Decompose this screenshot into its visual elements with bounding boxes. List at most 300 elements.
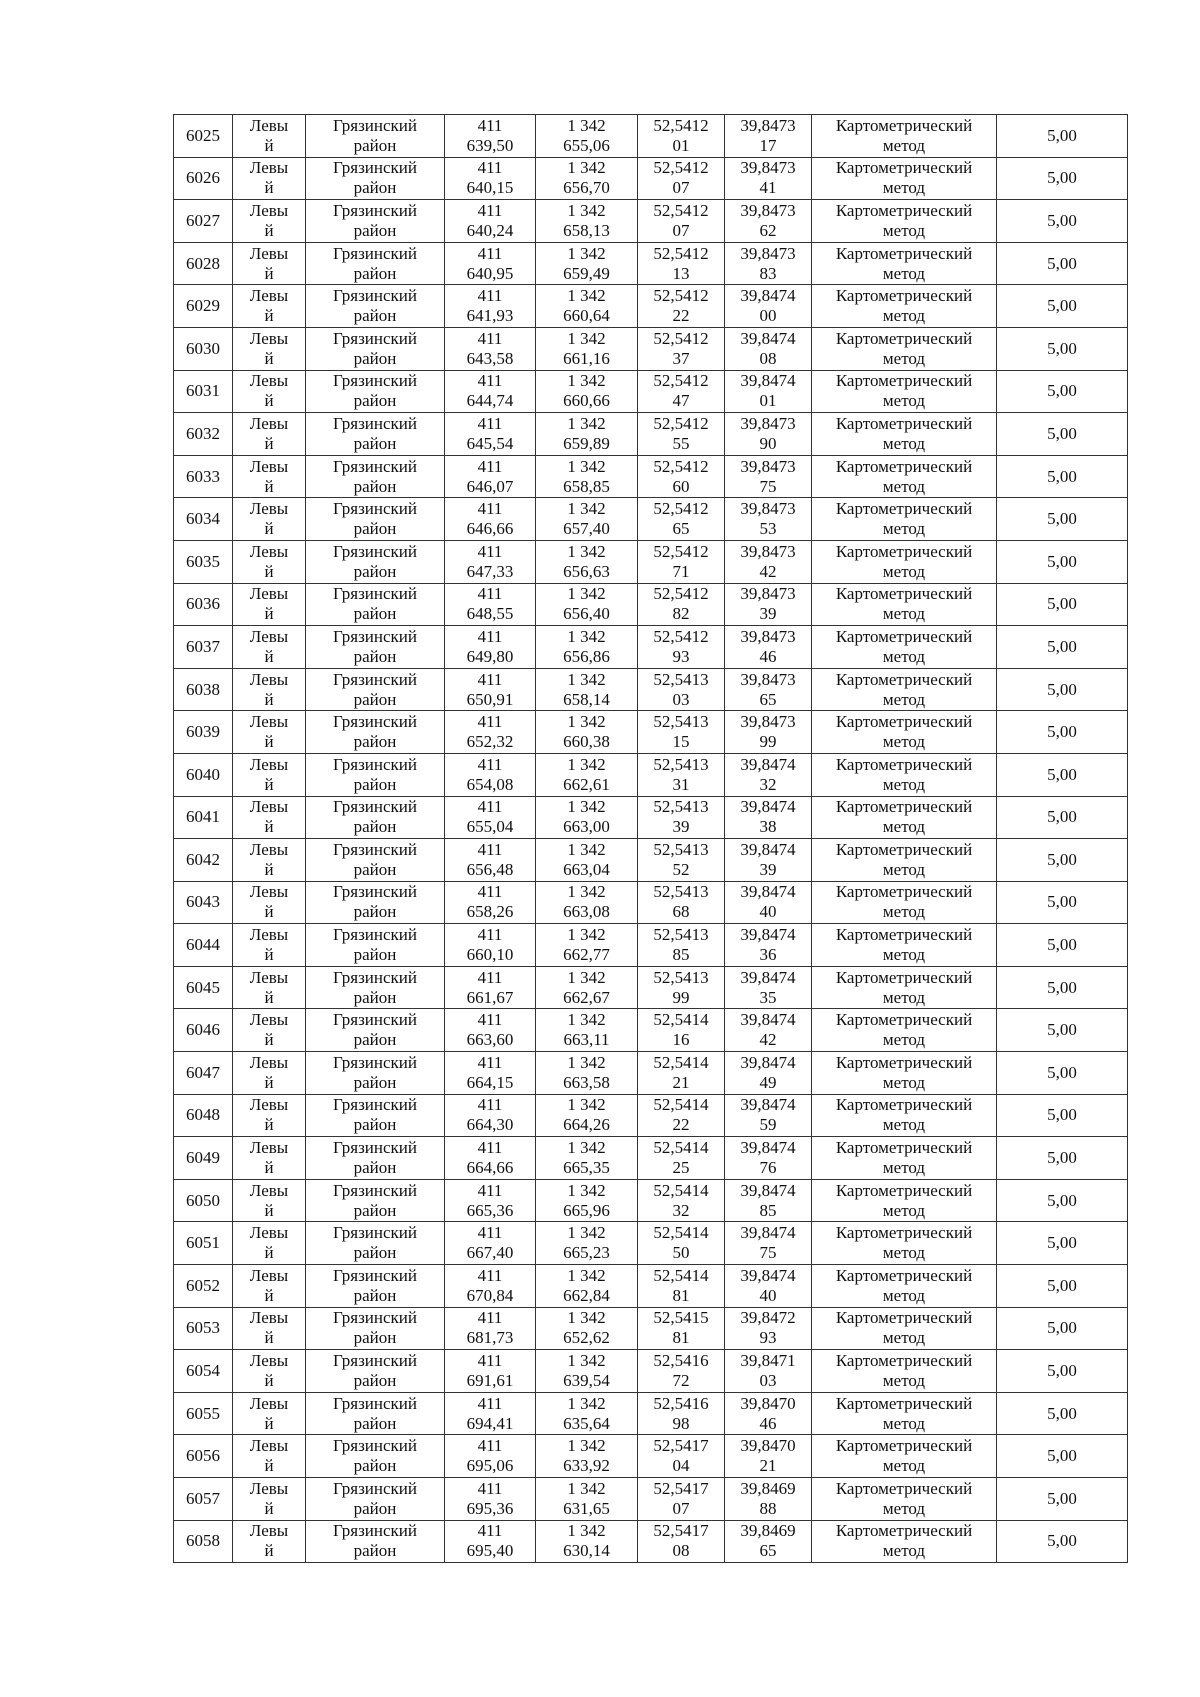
accuracy-cell: 5,00: [997, 157, 1128, 200]
table-row: [174, 1222, 1128, 1265]
district-cell: [306, 583, 445, 626]
district-cell-line: Грязинский: [333, 371, 417, 391]
latitude-cell: [638, 1307, 725, 1350]
bank-side-cell-line: й: [264, 987, 274, 1007]
coordinate-x-cell-line: 411: [477, 925, 503, 945]
coordinate-y-cell-line: 1 342: [567, 499, 606, 519]
longitude-cell-line: 39,8474: [740, 925, 796, 945]
coordinate-y-cell: [536, 583, 638, 626]
bank-side-cell-line: й: [264, 774, 274, 794]
longitude-cell: [725, 1478, 812, 1521]
district-cell-line: Грязинский: [333, 1308, 417, 1328]
point-number-cell: 6031: [174, 370, 233, 413]
table-row: [174, 753, 1128, 796]
longitude-cell-line: 39,8473: [740, 413, 796, 433]
district-cell-line: Грязинский: [333, 115, 417, 135]
coordinate-y-cell: [536, 881, 638, 924]
coordinate-x-cell-line: 411: [477, 1223, 503, 1243]
coordinate-x-cell: [445, 498, 536, 541]
longitude-cell-line: 39,8474: [740, 1138, 796, 1158]
method-cell-line: Картометрический: [835, 1351, 973, 1371]
longitude-cell: [725, 498, 812, 541]
method-cell-line: Картометрический: [835, 584, 973, 604]
latitude-cell-line: 50: [672, 1243, 690, 1263]
coordinate-y-cell-line: 1 342: [567, 1351, 606, 1371]
latitude-cell-line: 52,5413: [653, 712, 709, 732]
coordinate-y-cell-line: 664,26: [563, 1115, 610, 1135]
latitude-cell: [638, 327, 725, 370]
bank-side-cell-line: Левы: [249, 1265, 289, 1285]
coordinate-y-cell-line: 630,14: [563, 1541, 610, 1561]
coordinate-y-cell-line: 658,85: [563, 476, 610, 496]
district-cell: [306, 753, 445, 796]
coordinate-x-cell-line: 411: [477, 1478, 503, 1498]
point-number-cell: 6049: [174, 1137, 233, 1180]
longitude-cell-line: 39,8473: [740, 200, 796, 220]
coordinate-x-cell: [445, 668, 536, 711]
bank-side-cell-line: й: [264, 902, 274, 922]
latitude-cell-line: 72: [672, 1371, 690, 1391]
method-cell-line: Картометрический: [835, 1010, 973, 1030]
district-cell-line: Грязинский: [333, 200, 417, 220]
longitude-cell-line: 75: [759, 1243, 777, 1263]
district-cell-line: район: [353, 263, 397, 283]
bank-side-cell-line: й: [264, 1285, 274, 1305]
coordinate-y-cell-line: 663,00: [563, 817, 610, 837]
district-cell-line: район: [353, 646, 397, 666]
accuracy-cell: 5,00: [997, 583, 1128, 626]
longitude-cell: [725, 711, 812, 754]
method-cell: [812, 200, 997, 243]
table-row: [174, 1307, 1128, 1350]
coordinate-x-cell-line: 660,10: [466, 945, 514, 965]
coordinate-x-cell-line: 411: [477, 1308, 503, 1328]
longitude-cell-line: 17: [759, 135, 777, 155]
bank-side-cell-line: Левы: [249, 1436, 289, 1456]
accuracy-cell: 5,00: [997, 413, 1128, 456]
district-cell: [306, 1307, 445, 1350]
district-cell: [306, 1520, 445, 1563]
district-cell-line: Грязинский: [333, 1393, 417, 1413]
coordinate-y-cell: [536, 1009, 638, 1052]
coordinate-y-cell-line: 1 342: [567, 925, 606, 945]
bank-side-cell-line: Левы: [249, 541, 289, 561]
coordinate-y-cell-line: 663,08: [563, 902, 610, 922]
longitude-cell-line: 39,8474: [740, 1265, 796, 1285]
longitude-cell-line: 39,8474: [740, 882, 796, 902]
coordinate-y-cell-line: 1 342: [567, 797, 606, 817]
method-cell-line: метод: [882, 817, 926, 837]
coordinate-y-cell-line: 1 342: [567, 1010, 606, 1030]
method-cell: [812, 1137, 997, 1180]
coordinate-y-cell: [536, 1179, 638, 1222]
district-cell: [306, 115, 445, 158]
bank-side-cell-line: й: [264, 348, 274, 368]
latitude-cell-line: 16: [672, 1030, 690, 1050]
table-row: [174, 115, 1128, 158]
method-cell-line: Картометрический: [835, 1223, 973, 1243]
coordinate-x-cell-line: 664,15: [466, 1072, 514, 1092]
method-cell: [812, 327, 997, 370]
coordinate-y-cell-line: 665,96: [563, 1200, 610, 1220]
coordinate-y-cell-line: 1 342: [567, 541, 606, 561]
point-number-cell: 6048: [174, 1094, 233, 1137]
latitude-cell-line: 13: [672, 263, 690, 283]
table-row: [174, 1478, 1128, 1521]
bank-side-cell-line: й: [264, 1158, 274, 1178]
accuracy-cell: 5,00: [997, 242, 1128, 285]
coordinate-y-cell-line: 1 342: [567, 286, 606, 306]
coordinate-x-cell: [445, 370, 536, 413]
method-cell-line: Картометрический: [835, 286, 973, 306]
longitude-cell-line: 75: [759, 476, 777, 496]
coordinate-y-cell-line: 660,66: [563, 391, 610, 411]
bank-side-cell: [233, 157, 306, 200]
point-number-cell: 6034: [174, 498, 233, 541]
method-cell: [812, 881, 997, 924]
coordinate-x-cell-line: 411: [477, 1180, 503, 1200]
district-cell: [306, 1137, 445, 1180]
method-cell-line: метод: [882, 135, 926, 155]
method-cell-line: Картометрический: [835, 1393, 973, 1413]
longitude-cell: [725, 924, 812, 967]
longitude-cell-line: 39,8473: [740, 712, 796, 732]
coordinate-x-cell-line: 640,15: [466, 178, 514, 198]
method-cell: [812, 1307, 997, 1350]
longitude-cell-line: 39,8473: [740, 158, 796, 178]
table-body: [174, 115, 1128, 1563]
latitude-cell: [638, 753, 725, 796]
district-cell: [306, 668, 445, 711]
bank-side-cell: [233, 1222, 306, 1265]
longitude-cell-line: 90: [759, 433, 777, 453]
latitude-cell-line: 52,5412: [653, 243, 709, 263]
point-number-cell: 6053: [174, 1307, 233, 1350]
coordinate-x-cell: [445, 1435, 536, 1478]
coordinate-x-cell-line: 667,40: [466, 1243, 514, 1263]
table-row: [174, 796, 1128, 839]
coordinate-x-cell: [445, 115, 536, 158]
point-number-cell: 6056: [174, 1435, 233, 1478]
bank-side-cell: [233, 753, 306, 796]
district-cell-line: Грязинский: [333, 1436, 417, 1456]
method-cell: [812, 1265, 997, 1308]
method-cell-line: метод: [882, 1328, 926, 1348]
coordinate-x-cell-line: 654,08: [466, 774, 514, 794]
coordinate-y-cell-line: 660,64: [563, 306, 610, 326]
accuracy-cell: 5,00: [997, 626, 1128, 669]
coordinate-y-cell-line: 1 342: [567, 1265, 606, 1285]
longitude-cell-line: 01: [759, 391, 777, 411]
point-number-cell: 6052: [174, 1265, 233, 1308]
accuracy-cell: 5,00: [997, 1094, 1128, 1137]
latitude-cell-line: 52,5412: [653, 541, 709, 561]
longitude-cell: [725, 1222, 812, 1265]
district-cell-line: Грязинский: [333, 1478, 417, 1498]
coordinate-y-cell-line: 656,86: [563, 646, 610, 666]
longitude-cell-line: 46: [759, 646, 777, 666]
coordinate-x-cell: [445, 753, 536, 796]
bank-side-cell-line: й: [264, 519, 274, 539]
coordinate-y-cell-line: 665,23: [563, 1243, 610, 1263]
bank-side-cell-line: й: [264, 1541, 274, 1561]
accuracy-cell: 5,00: [997, 370, 1128, 413]
method-cell-line: Картометрический: [835, 1138, 973, 1158]
latitude-cell-line: 52,5412: [653, 371, 709, 391]
district-cell: [306, 1222, 445, 1265]
coordinate-x-cell-line: 411: [477, 243, 503, 263]
method-cell-line: Картометрический: [835, 1265, 973, 1285]
longitude-cell: [725, 753, 812, 796]
accuracy-cell: 5,00: [997, 285, 1128, 328]
coordinate-y-cell-line: 1 342: [567, 1521, 606, 1541]
point-number-cell: 6039: [174, 711, 233, 754]
accuracy-cell: 5,00: [997, 924, 1128, 967]
method-cell: [812, 1520, 997, 1563]
accuracy-cell: 5,00: [997, 796, 1128, 839]
longitude-cell-line: 39,8473: [740, 626, 796, 646]
method-cell-line: Картометрический: [835, 541, 973, 561]
coordinate-x-cell-line: 646,07: [466, 476, 514, 496]
longitude-cell-line: 08: [759, 348, 777, 368]
bank-side-cell-line: Левы: [249, 1478, 289, 1498]
longitude-cell: [725, 1392, 812, 1435]
district-cell: [306, 839, 445, 882]
bank-side-cell-line: Левы: [249, 584, 289, 604]
coordinate-x-cell-line: 411: [477, 1436, 503, 1456]
method-cell: [812, 711, 997, 754]
longitude-cell: [725, 583, 812, 626]
point-number-cell: 6030: [174, 327, 233, 370]
table-row: [174, 1052, 1128, 1095]
coordinate-x-cell: [445, 711, 536, 754]
point-number-cell: 6029: [174, 285, 233, 328]
longitude-cell-line: 32: [759, 774, 777, 794]
coordinate-x-cell-line: 411: [477, 286, 503, 306]
method-cell: [812, 668, 997, 711]
table-row: [174, 1094, 1128, 1137]
bank-side-cell-line: й: [264, 646, 274, 666]
district-cell: [306, 1265, 445, 1308]
coordinate-y-cell-line: 662,61: [563, 774, 610, 794]
coordinate-x-cell: [445, 1307, 536, 1350]
method-cell-line: Картометрический: [835, 115, 973, 135]
longitude-cell-line: 21: [759, 1456, 777, 1476]
bank-side-cell-line: й: [264, 1030, 274, 1050]
bank-side-cell-line: й: [264, 1498, 274, 1518]
accuracy-cell: 5,00: [997, 966, 1128, 1009]
method-cell-line: метод: [882, 1115, 926, 1135]
bank-side-cell-line: Левы: [249, 1138, 289, 1158]
coordinate-x-cell-line: 649,80: [466, 646, 514, 666]
district-cell-line: район: [353, 1541, 397, 1561]
coordinate-x-cell: [445, 796, 536, 839]
district-cell-line: Грязинский: [333, 1180, 417, 1200]
longitude-cell-line: 42: [759, 561, 777, 581]
latitude-cell-line: 52,5414: [653, 1265, 709, 1285]
method-cell-line: метод: [882, 178, 926, 198]
district-cell: [306, 1094, 445, 1137]
longitude-cell: [725, 285, 812, 328]
bank-side-cell: [233, 115, 306, 158]
bank-side-cell-line: й: [264, 732, 274, 752]
table-row: [174, 711, 1128, 754]
district-cell-line: район: [353, 859, 397, 879]
coordinate-x-cell-line: 645,54: [466, 433, 514, 453]
method-cell: [812, 540, 997, 583]
longitude-cell-line: 39,8473: [740, 584, 796, 604]
coordinate-y-cell: [536, 157, 638, 200]
latitude-cell-line: 85: [672, 945, 690, 965]
coordinate-y-cell-line: 1 342: [567, 754, 606, 774]
longitude-cell-line: 39,8474: [740, 371, 796, 391]
bank-side-cell-line: Левы: [249, 115, 289, 135]
coordinate-y-cell-line: 659,89: [563, 433, 610, 453]
coordinate-y-cell-line: 662,84: [563, 1285, 610, 1305]
coordinate-x-cell-line: 665,36: [466, 1200, 514, 1220]
bank-side-cell: [233, 1520, 306, 1563]
latitude-cell-line: 01: [672, 135, 690, 155]
coordinate-y-cell: [536, 1392, 638, 1435]
district-cell-line: Грязинский: [333, 328, 417, 348]
table-row: [174, 1392, 1128, 1435]
method-cell-line: Картометрический: [835, 328, 973, 348]
bank-side-cell-line: Левы: [249, 1223, 289, 1243]
latitude-cell-line: 52,5412: [653, 200, 709, 220]
coordinate-x-cell: [445, 1392, 536, 1435]
district-cell: [306, 1179, 445, 1222]
coordinate-y-cell-line: 633,92: [563, 1456, 610, 1476]
coordinate-x-cell-line: 411: [477, 1393, 503, 1413]
coordinate-x-cell-line: 658,26: [466, 902, 514, 922]
coordinate-y-cell: [536, 200, 638, 243]
point-number-cell: 6033: [174, 455, 233, 498]
coordinate-x-cell-line: 411: [477, 413, 503, 433]
bank-side-cell: [233, 1052, 306, 1095]
longitude-cell-line: 53: [759, 519, 777, 539]
latitude-cell: [638, 1052, 725, 1095]
coordinate-y-cell-line: 1 342: [567, 882, 606, 902]
longitude-cell-line: 46: [759, 1413, 777, 1433]
coordinate-x-cell-line: 641,93: [466, 306, 514, 326]
bank-side-cell: [233, 498, 306, 541]
table-row: [174, 498, 1128, 541]
point-number-cell: 6042: [174, 839, 233, 882]
latitude-cell: [638, 157, 725, 200]
table-row: [174, 668, 1128, 711]
table-row: [174, 1435, 1128, 1478]
method-cell-line: метод: [882, 1243, 926, 1263]
district-cell: [306, 327, 445, 370]
longitude-cell: [725, 1137, 812, 1180]
method-cell-line: метод: [882, 561, 926, 581]
district-cell: [306, 711, 445, 754]
bank-side-cell-line: й: [264, 178, 274, 198]
bank-side-cell: [233, 1179, 306, 1222]
method-cell-line: метод: [882, 519, 926, 539]
coordinate-y-cell-line: 662,77: [563, 945, 610, 965]
method-cell-line: метод: [882, 1456, 926, 1476]
longitude-cell-line: 83: [759, 263, 777, 283]
bank-side-cell-line: Левы: [249, 456, 289, 476]
accuracy-cell: 5,00: [997, 1052, 1128, 1095]
coordinate-y-cell-line: 1 342: [567, 456, 606, 476]
coordinate-x-cell-line: 644,74: [466, 391, 514, 411]
coordinate-y-cell: [536, 668, 638, 711]
latitude-cell-line: 52,5414: [653, 1010, 709, 1030]
latitude-cell: [638, 668, 725, 711]
coordinate-y-cell: [536, 796, 638, 839]
table-row: [174, 157, 1128, 200]
method-cell: [812, 1009, 997, 1052]
longitude-cell: [725, 455, 812, 498]
coordinate-x-cell: [445, 455, 536, 498]
coordinate-x-cell-line: 648,55: [466, 604, 514, 624]
coordinate-x-cell-line: 664,30: [466, 1115, 514, 1135]
longitude-cell: [725, 796, 812, 839]
latitude-cell-line: 15: [672, 732, 690, 752]
coordinate-y-cell-line: 1 342: [567, 669, 606, 689]
point-number-cell: 6046: [174, 1009, 233, 1052]
latitude-cell: [638, 626, 725, 669]
coordinate-x-cell: [445, 1137, 536, 1180]
longitude-cell: [725, 839, 812, 882]
latitude-cell-line: 52,5414: [653, 1180, 709, 1200]
coordinate-x-cell: [445, 540, 536, 583]
bank-side-cell-line: й: [264, 1115, 274, 1135]
coordinate-x-cell-line: 411: [477, 1521, 503, 1541]
coordinate-y-cell: [536, 242, 638, 285]
latitude-cell-line: 52,5413: [653, 967, 709, 987]
district-cell-line: район: [353, 604, 397, 624]
district-cell: [306, 157, 445, 200]
bank-side-cell-line: й: [264, 476, 274, 496]
district-cell-line: Грязинский: [333, 286, 417, 306]
latitude-cell: [638, 924, 725, 967]
method-cell-line: метод: [882, 902, 926, 922]
coordinate-x-cell-line: 411: [477, 712, 503, 732]
coordinate-y-cell-line: 1 342: [567, 413, 606, 433]
latitude-cell-line: 52,5412: [653, 626, 709, 646]
district-cell-line: Грязинский: [333, 456, 417, 476]
coordinate-y-cell-line: 1 342: [567, 1223, 606, 1243]
district-cell-line: район: [353, 135, 397, 155]
bank-side-cell: [233, 1392, 306, 1435]
longitude-cell-line: 39,8471: [740, 1351, 796, 1371]
longitude-cell-line: 39,8474: [740, 1052, 796, 1072]
district-cell-line: Грязинский: [333, 1223, 417, 1243]
accuracy-cell: 5,00: [997, 540, 1128, 583]
accuracy-cell: 5,00: [997, 1222, 1128, 1265]
coordinate-y-cell: [536, 455, 638, 498]
coordinate-y-cell-line: 631,65: [563, 1498, 610, 1518]
longitude-cell: [725, 242, 812, 285]
bank-side-cell-line: Левы: [249, 499, 289, 519]
method-cell-line: Картометрический: [835, 1052, 973, 1072]
bank-side-cell-line: Левы: [249, 158, 289, 178]
bank-side-cell-line: й: [264, 1328, 274, 1348]
bank-side-cell: [233, 1350, 306, 1393]
coordinate-x-cell-line: 661,67: [466, 987, 514, 1007]
bank-side-cell-line: й: [264, 433, 274, 453]
table-row: [174, 881, 1128, 924]
coordinate-x-cell-line: 411: [477, 882, 503, 902]
district-cell-line: Грязинский: [333, 1010, 417, 1030]
method-cell: [812, 285, 997, 328]
method-cell-line: метод: [882, 1158, 926, 1178]
longitude-cell-line: 39,8470: [740, 1393, 796, 1413]
district-cell: [306, 498, 445, 541]
